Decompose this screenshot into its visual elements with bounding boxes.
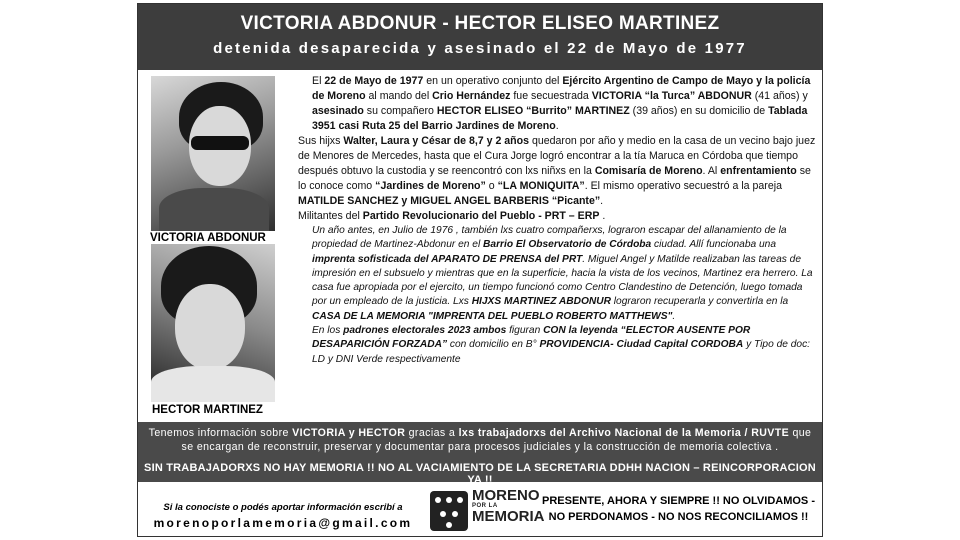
text-segment: .	[555, 120, 559, 132]
text-segment: Militantes del	[298, 210, 363, 222]
text-segment: “Jardines de Moreno”	[375, 180, 486, 192]
text-segment: HECTOR ELISEO “Burrito” MARTINEZ	[436, 105, 630, 117]
text-segment: con domicilio en B°	[447, 339, 540, 351]
text-segment: o	[485, 180, 498, 192]
text-segment: asesinado	[312, 105, 364, 117]
victoria-caption: VICTORIA ABDONUR	[150, 232, 266, 244]
victoria-photo	[151, 76, 275, 231]
text-segment: Un año antes, en Julio de 1976 , también lxs cuatro compañerxs, lograron escapar del allanamiento de la propiedad de Martinez-Abdonur en el	[312, 225, 787, 251]
contact-text: Si la conociste o podés aportar información escribí a	[163, 502, 403, 513]
text-segment: MATILDE SANCHEZ y MIGUEL ANGEL BARBERIS “Picante”	[298, 195, 601, 207]
contact-block	[138, 488, 428, 530]
text-segment: Barrio El Observatorio de Córdoba	[483, 239, 652, 251]
contact-email[interactable]: morenoporlamemoria@gmail.com	[153, 516, 413, 530]
hector-photo	[151, 244, 275, 402]
text-segment: . Miguel Angel y Matilde realizaban las tareas de impresión en el subsuelo y mientras que en la superficie, hacia la vista de los vecinos, Martinez era herrero. La casa fue apropiada por el ejercito, un tiempo funcionó como Centro Clandestino de Detención, luego tomada por un empleado de la justicia. Lxs	[312, 253, 813, 308]
hector-caption: HECTOR MARTINEZ	[152, 404, 263, 416]
text-segment: 22 de Mayo de 1977	[324, 75, 424, 87]
text-segment: HIJXS MARTINEZ ABDONUR	[471, 296, 611, 308]
text-segment: figuran	[506, 325, 544, 337]
text-segment: El	[312, 75, 325, 87]
text-segment: enfrentamiento	[720, 165, 797, 177]
paragraph-printing-house	[298, 224, 818, 324]
closing-slogan	[536, 493, 821, 525]
text-segment: . Al	[702, 165, 721, 177]
text-segment: PROVIDENCIA- Ciudad Capital CORDOBA	[539, 339, 744, 351]
header-banner	[138, 4, 822, 70]
text-segment: “LA MONIQUITA”	[497, 180, 585, 192]
moreno-por-la-memoria-logo	[430, 487, 545, 533]
text-segment: Walter, Laura y César de 8,7 y 2 años	[343, 135, 530, 147]
text-segment: (39 años) en su domicilio de	[629, 105, 769, 117]
text-segment: Comisaría de Moreno	[594, 165, 703, 177]
text-segment: Ejército Argentino de Campo de Mayo y la policía de Moreno	[312, 75, 811, 102]
text-segment: CON la leyenda “ELECTOR AUSENTE POR DESAPARICIÓN FORZADA”	[312, 325, 751, 351]
text-segment: Crio Hernández	[432, 90, 511, 102]
article-body	[298, 74, 818, 367]
text-segment: .	[672, 310, 676, 322]
text-segment: quedaron por año y medio en la casa de un vecino bajo juez de Menores de Mercedes, hasta que el Cura Jorge logró encontrar a la tía Maruca en Córdoba que tiempo después obtuvo la custodia y se reencontró con lxs niñxs en la	[298, 135, 816, 177]
paragraph-children	[298, 134, 818, 209]
paragraph-militancy	[298, 209, 818, 224]
text-segment: En los	[312, 325, 344, 337]
text-segment: Partido Revolucionario del Pueblo - PRT – ERP	[362, 210, 600, 222]
text-segment: se lo conoce como	[298, 165, 811, 192]
text-segment: CASA DE LA MEMORIA "IMPRENTA DEL PUEBLO ROBERTO MATTHEWS"	[312, 310, 673, 322]
paragraph-operation	[298, 74, 818, 134]
text-segment: y Tipo de doc: LD y DNI Verde respectivamente	[312, 339, 810, 365]
text-segment: Sus hijxs	[298, 135, 344, 147]
text-segment: imprenta sofisticada del APARATO DE PRENSA del PRT	[312, 253, 583, 265]
text-segment: en un operativo conjunto del	[423, 75, 563, 87]
text-segment: . El mismo operativo secuestró a la pareja	[584, 180, 782, 192]
text-segment: ciudad. Allí funcionaba una	[651, 239, 776, 251]
logo-wordmark: MORENO POR LA MEMORIA	[472, 487, 545, 525]
text-segment: Tablada 3951 casi Ruta 25 del Barrio Jardines de Moreno	[312, 105, 808, 132]
text-segment: su compañero	[363, 105, 437, 117]
text-segment: .	[599, 210, 606, 222]
text-segment: fue secuestrada	[510, 90, 592, 102]
paragraph-electoral-rolls	[298, 324, 818, 367]
text-segment: al mando del	[365, 90, 433, 102]
page-title: VICTORIA ABDONUR - HECTOR ELISEO MARTINEZ	[240, 13, 720, 34]
archive-credit-text: Tenemos información sobre VICTORIA y HECTOR gracias a lxs trabajadorxs del Archivo Nacional de la Memoria / RUVTE que se encargan de reconstruir, preservar y documentar para procesos judiciales y la construcción de memoria colectiva .	[148, 427, 812, 453]
slogan-line-1: PRESENTE, AHORA Y SIEMPRE !! NO OLVIDAMOS -	[542, 495, 815, 507]
logo-figures-icon	[430, 491, 468, 531]
text-segment: lograron recuperarla y convertirla en la	[610, 296, 789, 308]
archive-credit-band	[138, 422, 822, 486]
slogan-line-2: NO PERDONAMOS - NO NOS RECONCILIAMOS !!	[548, 511, 809, 523]
text-segment: VICTORIA “la Turca” ABDONUR	[591, 90, 752, 102]
page-subtitle: detenida desaparecida y asesinado el 22 de Mayo de 1977	[213, 40, 747, 57]
memorial-flyer	[137, 3, 823, 537]
text-segment: ambos	[470, 325, 507, 337]
text-segment: (41 años) y	[751, 90, 808, 102]
text-segment: .	[600, 195, 604, 207]
text-segment: padrones electorales 2023	[343, 325, 471, 337]
workers-slogan: SIN TRABAJADORXS NO HAY MEMORIA !! NO AL VACIAMIENTO DE LA SECRETARIA DDHH NACION – REINCORPORACION YA !!	[144, 462, 816, 486]
